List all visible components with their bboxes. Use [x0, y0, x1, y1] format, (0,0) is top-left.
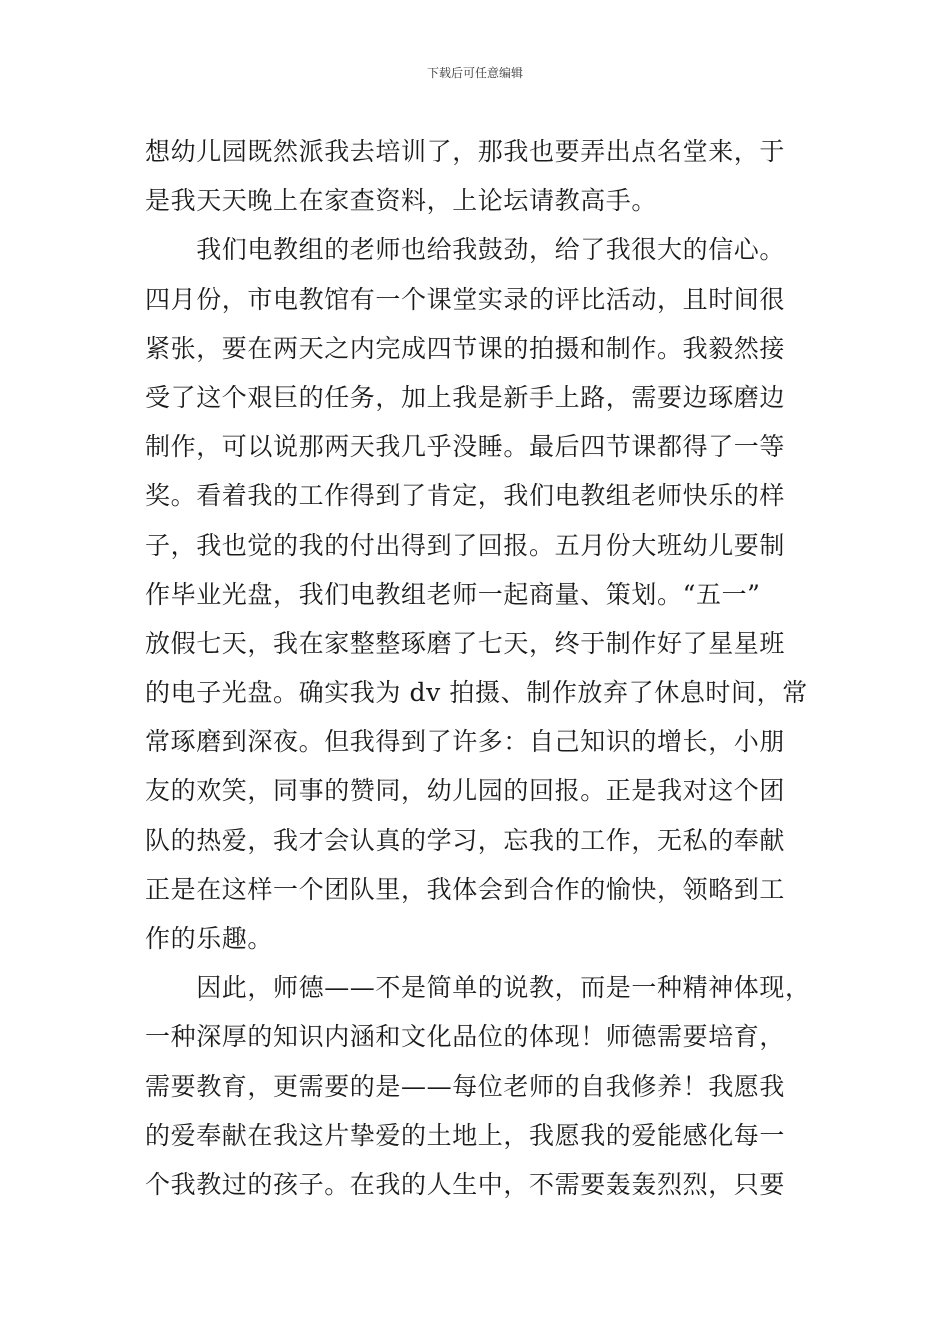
page-header: 下载后可任意编辑: [426, 66, 523, 80]
text-line: 放假七天，我在家整整琢磨了七天，终于制作好了星星班: [145, 628, 786, 658]
text-line: 子，我也觉的我的付出得到了回报。五月份大班幼儿要制: [145, 530, 786, 560]
text-line: 正是在这样一个团队里，我体会到合作的愉快，领略到工: [145, 874, 786, 904]
text-line: 的爱奉献在我这片挚爱的土地上，我愿我的爱能感化每一: [145, 1120, 786, 1150]
text-line: 紧张，要在两天之内完成四节课的拍摄和制作。我毅然接: [145, 333, 786, 363]
text-line: 奖。看着我的工作得到了肯定，我们电教组老师快乐的样: [145, 481, 786, 511]
text-line: 受了这个艰巨的任务，加上我是新手上路，需要边琢磨边: [145, 382, 786, 412]
text-line: 制作，可以说那两天我几乎没睡。最后四节课都得了一等: [145, 432, 786, 462]
text-line: 四月份，市电教馆有一个课堂实录的评比活动，且时间很: [145, 284, 786, 314]
text-line: 我们电教组的老师也给我鼓劲，给了我很大的信心。: [145, 235, 786, 265]
text-line: 队的热爱，我才会认真的学习，忘我的工作，无私的奉献: [145, 825, 786, 855]
text-line: 的电子光盘。确实我为 dv 拍摄、制作放弃了休息时间，常: [145, 678, 808, 708]
text-line: 作的乐趣。: [145, 924, 274, 953]
text-line: 常琢磨到深夜。但我得到了许多：自己知识的增长，小朋: [145, 727, 786, 757]
text-line: 是我天天晚上在家查资料，上论坛请教高手。: [145, 186, 658, 216]
text-line: 一种深厚的知识内涵和文化品位的体现！师德需要培育，: [145, 1022, 786, 1052]
text-line: 友的欢笑，同事的赞同，幼儿园的回报。正是我对这个团: [145, 776, 786, 806]
document-body: [145, 127, 835, 1209]
text-line: 因此，师德——不是简单的说教，而是一种精神体现，: [145, 973, 811, 1003]
text-line: 需要教育，更需要的是——每位老师的自我修养！我愿我: [145, 1071, 786, 1101]
text-line: 作毕业光盘，我们电教组老师一起商量、策划。“五一”: [145, 579, 761, 609]
text-line: 想幼儿园既然派我去培训了，那我也要弄出点名堂来，于: [145, 137, 786, 166]
text-line: 个我教过的孩子。在我的人生中，不需要轰轰烈烈，只要: [145, 1169, 786, 1199]
